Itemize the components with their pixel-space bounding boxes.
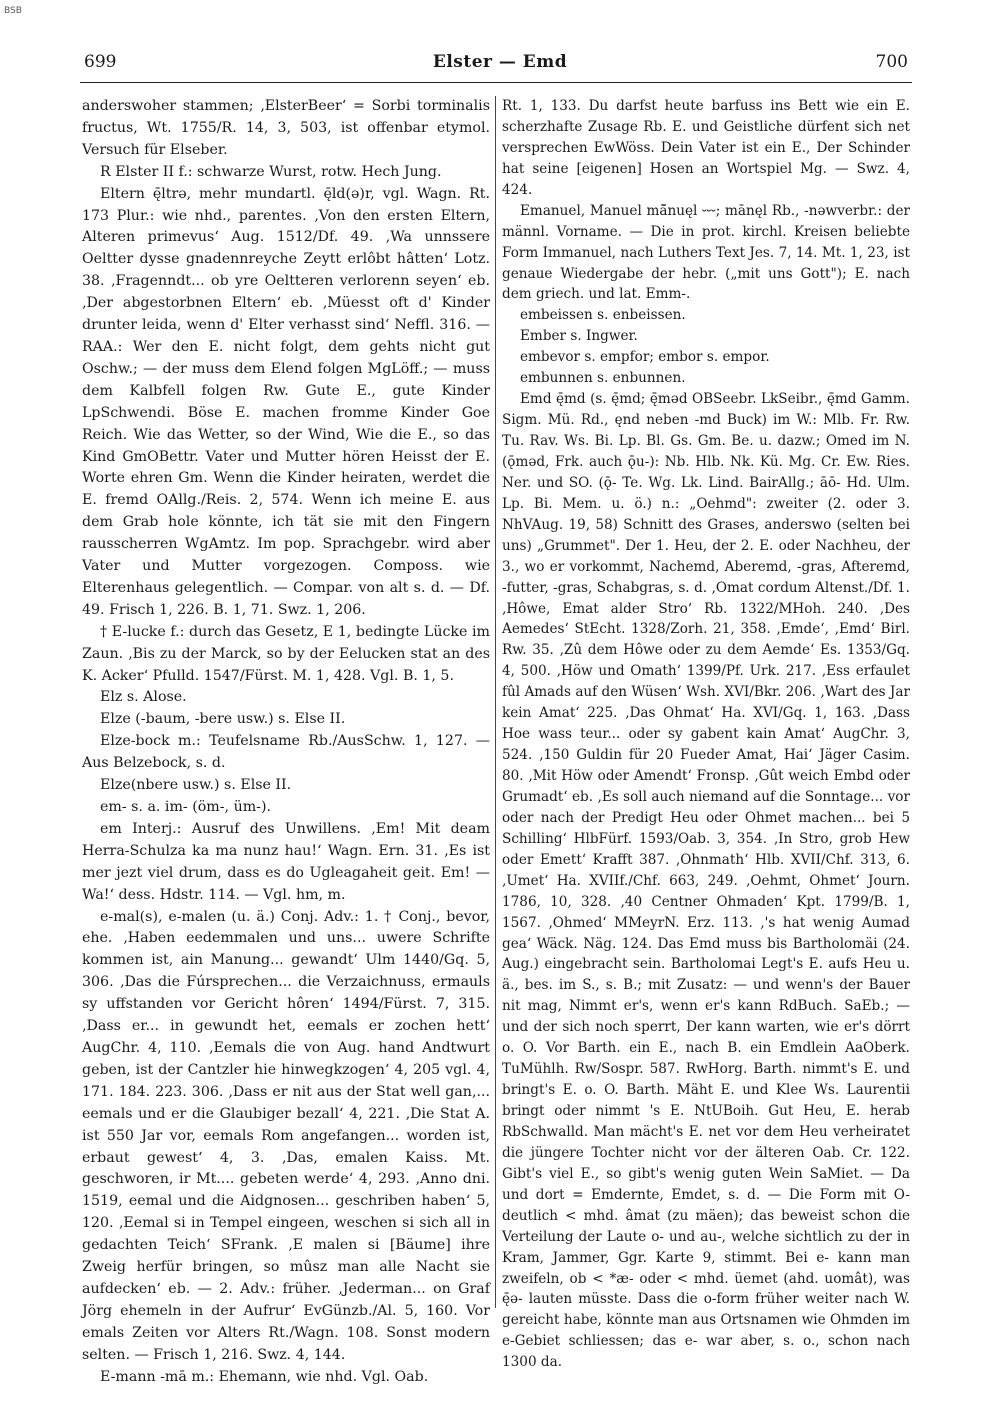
entry-paragraph: R Elster II f.: schwarze Wurst, rotw. Hech Jung.: [100, 163, 442, 180]
entry-paragraph: Elz s. Alose.: [100, 689, 187, 706]
entry-paragraph: Elze-bock m.: Teufelsname Rb./AusSchw. 1, 127. — Aus Belzebock, s. d.: [82, 733, 490, 772]
entry-paragraph: anderswoher stammen; ‚ElsterBeer‘ = Sorbi torminalis fructus, Wt. 1755/R. 14, 3, 503, ist offenbar etymol. Versuch für Elseber.: [82, 98, 490, 158]
entry-paragraph: embevor s. empfor; embor s. empor.: [520, 349, 770, 366]
page-title: Elster — Emd: [432, 52, 568, 72]
entry-paragraph: Eltern ę̄ltrə, mehr mundartl. ę̄ld(ə)r, vgl. Wagn. Rt. 173 Plur.: wie nhd., parentes. ‚Von den ersten Eltern, Alteren primevus‘ Aug. 1512/Df. 49. ‚Wa unnssere Oeltter dysse gnadennreyche Zeytt erlôbt hâtten‘ Lotz. 38. ‚Fragenndt... ob yre Oeltteren verlorenn seyen‘ eb. ‚Der abgestorbnen Eltern‘ eb. ‚Müesst oft d' Kinder drunter leida, wenn d' Elter verhasst sind‘ Neffl. 316. — RAA.: Wer den E. nicht folgt, dem gehts nicht gut Oschw.; — der muss dem Elend folgen MgLöff.; — muss dem Kalbfell folgen Rw. Gute E., gute Kinder LpSchwendi. Böse E. machen fromme Kinder Goe Reich. Wie das Wetter, so der Wind, Wie die E., so das Kind GmOBettr. Vater und Mutter hören Heisst der E. Worte ehren Gm. Wenn die Kinder heiraten, werdet die E. fremd OAllg./Reis. 2, 574. Wenn ich meine E. aus dem Grab hole könnte, ich tät sie mit den Fingern rausscherren WgAmtz. Im pop. Sprachgebr. wird aber Vater und Mutter vorgezogen. Composs. wie Elterenhaus gelegentlich. — Compar. von alt s. d. — Df. 49. Frisch 1, 226. B. 1, 71. Swz. 1, 206.: [82, 185, 490, 618]
entry-paragraph: embeissen s. enbeissen.: [520, 307, 686, 324]
entry-paragraph: Emd ę̄md (s. ę̄md; ę̄məd OBSeebr. LkSeibr., ę̄md Gamm. Sigm. Mü. Rd., ęnd neben -md Buck) im W.: Mlb. Fr. Rw. Tu. Rav. Ws. Bi. Lp. Bl. Gs. Gm. Be. u. dazw.; Omed im N. (ǭməd, Frk. auch ǭu-): Nb. Hlb. Nk. Kü. Mg. Cr. Ew. Ries. Ner. und SO. (ǭ- Te. Wg. Lk. Lind. BairAllg.; āō- Hd. Ulm. Lp. Bi. Mem. u. ö.) n.: „Oehmd": zweiter (2. oder 3. NhVAug. 19, 58) Schnitt des Grases, anderswo (selten bei uns) „Grummet". Der 1. Heu, der 2. E. oder Nachheu, der 3., wo er vorkommt, Nachemd, Aberemd, -gras, Afteremd, -futter, -gras, Schabgras, s. d. ‚Omat cordum Altenst./Df. 1. ‚Hôwe, Emat alder Stro‘ Rb. 1322/MHoh. 240. ‚Des Aemedes‘ StEcht. 1328/Zorh. 21, 358. ‚Emde‘, ‚Emd‘ Birl. Rw. 35. ‚Zû dem Hôwe oder zu dem Aemde‘ Es. 1353/Gq. 4, 500. ‚Höw und Omath‘ 1399/Pf. Urk. 217. ‚Ess erfaulet fûl Amads auf den Wüsen‘ Wsh. XVI/Bkr. 206. ‚Wart des Jar kein Amat‘ 225. ‚Das Ohmat‘ Ha. XVI/Gq. 1, 163. ‚Dass Hoe wass teur... oder sy gabent kain Amat‘ AugChr. 3, 524. ‚150 Guldin für 20 Fueder Amat, Hai‘ Jäger Casim. 80. ‚Mit Höw oder Amendt‘ Fronsp. ‚Gût weich Embd oder Grumadt‘ eb. ‚Es soll auch niemand auf die Sonntage... vor oder nach der Predigt Heu oder Ohmet machen... bei 5 Schilling‘ HlbFürf. 1593/Oab. 3, 354. ‚In Stro, grob Hew oder Emett‘ Krafft 387. ‚Ohnmath‘ Hlb. XVII/Chf. 313, 6. ‚Umet‘ Ha. XVIIf./Chf. 663, 249. ‚Oehmt, Ohmet‘ Journ. 1786, 10, 328. ‚40 Centner Ohmaden‘ Kpt. 1799/B. 1, 1567. ‚Ohmed‘ MMeyrN. Erz. 113. ‚'s hat wenig Aumad gea‘ Wäck. Näg. 124. Das Emd muss bis Bartholomäi (24. Aug.) eingebracht sein. Bartholomai Legt's E. aufs Heu u. ä., bes. im S., s. B.; mit Zusatz: — und wenn's der Bauer nit mag, Nimmt er's, wenn er's kann RdBuch. SaEb.; — und der sich noch sperrt, Der kann warten, wie er's dörrt o. O. Vor Barth. ein E., nach B. ein Emdlein AaOberk. TuMühlh. Rw/Sospr. 587. RwHorg. Barth. nimmt's E. und bringt's E. o. O. Barth. Mäht E. und Klee Ws. Laurentii bringt oder nimmt 's E. NtUBoih. Gut Heu, E. herab RbSchwalld. Man mächt's E. net vor dem Heu verheiratet die jüngere Tochter nicht vor der älteren Oab. Cr. 122. Gibt's viel E., so gibt's wenig guten Wein SaMiet. — Da und dort = Emdernte, Emdet, s. d. — Die Form mit O- deutlich < mhd. âmat (zu mäen); das beweist schon die Verteilung der Laute o- und au-, welche sichtlich zu der in Kram, Jammer, Ggr. Karte 9, stimmt. Bei e- kann man zweifeln, ob < *æ- oder < mhd. üemet (ahd. uomât), was ę̄ə- lauten müsste. Dass die o-form früher weiter nach W. gereicht habe, könnte man aus Ortsnamen wie Ohmden im e-Gebiet schliessen; das e- war aber, s. o., schon nach 1300 da.: [502, 391, 910, 1371]
entry-paragraph: e-mal(s), e-malen (u. ä.) Conj. Adv.: 1. † Conj., bevor, ehe. ‚Haben eedemmalen und uns... uwere Schrifte kommen ist, ain Manung... gewandt‘ Ulm 1440/Gq. 5, 306. ‚Das die Fúrsprechen... die Verzaichnuss, ermauls sy uffstanden vor Gericht hôren‘ 1494/Fürst. 7, 315. ‚Dass er... in gewundt het, eemals er zochen hett‘ AugChr. 4, 110. ‚Eemals die von Aug. hand Andtwurt geben, ist der Cantzler hie hinwegkzogen‘ 4, 205 vgl. 4, 171. 184. 223. 306. ‚Dass er nit aus der Stat well gan,... eemals und er die Glaubiger bezall‘ 4, 221. ‚Die Stat A. ist 550 Jar vor, eemals Rom angefangen... worden ist, erbaut gewest‘ 4, 3. ‚Das, emalen Kaiss. Mt. geschworen, ir Mt.... gebeten werde‘ 4, 293. ‚Anno dni. 1519, eemal und die Aidgnosen... geschriben haben‘ 5, 120. ‚Eemal si in Tempel eingeen, weschen si sich all in gedachten Teich‘ SFrank. ‚E malen si [Bäume] ihre Zweig herfür bringen, so mûsz man alle Nacht sie aufdecken‘ eb. — 2. Adv.: früher. ‚Jederman... on Graf Jörg ehemeln in der Aufrur‘ EvGünzb./Al. 5, 160. Vor emals Zeiten vor Alters Rt./Wagn. 108. Sonst modern selten. — Frisch 1, 216. Swz. 4, 144.: [82, 908, 490, 1363]
entry-paragraph: E-mann -mā m.: Ehemann, wie nhd. Vgl. Oab.: [100, 1368, 429, 1385]
entry-paragraph: Ember s. Ingwer.: [520, 328, 638, 345]
library-stamp: BSB: [4, 6, 22, 16]
left-column: [82, 96, 490, 1388]
entry-paragraph: † E-lucke f.: durch das Gesetz, E 1, bedingte Lücke im Zaun. ‚Bis zu der Marck, so by der Eelucken stat an des K. Acker‘ Pfulld. 1547/Fürst. M. 1, 428. Vgl. B. 1, 5.: [82, 623, 490, 684]
entry-paragraph: Elze (-baum, -bere usw.) s. Else II.: [100, 711, 346, 728]
header-rule: [80, 82, 912, 83]
page-number-right: 700: [875, 52, 908, 72]
column-divider: [495, 96, 496, 1308]
entry-paragraph: Elze(nbere usw.) s. Else II.: [100, 777, 292, 794]
entry-paragraph: embunnen s. enbunnen.: [520, 370, 686, 387]
entry-paragraph: em- s. a. im- (öm-, üm-).: [100, 799, 271, 815]
page-number-left: 699: [84, 52, 117, 72]
entry-paragraph: Emanuel, Manuel mā̆nuęl ⏑⏑⏑; mānęl Rb., -nəwverbr.: der männl. Vorname. — Die in prot. kirchl. Kreisen beliebte Form Immanuel, nach Luthers Text Jes. 7, 14. Mt. 1, 23, ist genaue Wiedergabe der hebr. („mit uns Gott"); E. nach dem griech. und lat. Emm-.: [502, 202, 910, 303]
entry-paragraph: em Interj.: Ausruf des Unwillens. ‚Em! Mit deam Herra-Schulza ka ma nunz hau!‘ Wagn. Ern. 31. ‚Es ist mer jezt viel drum, dass es do Ugleagaheit geit. Em! — Wa!‘ dess. Hdstr. 114. — Vgl. hm, m.: [82, 820, 490, 903]
right-column: [502, 96, 910, 1373]
entry-paragraph: Rt. 1, 133. Du darfst heute barfuss ins Bett wie ein E. scherzhafte Zusage Rb. E. und Geistliche dürfent sich net versprechen EwWöss. Dein Vater ist ein E., Der Schinder hat seine [eigenen] Hosen an Wortspiel Mg. — Swz. 4, 424.: [502, 98, 910, 198]
